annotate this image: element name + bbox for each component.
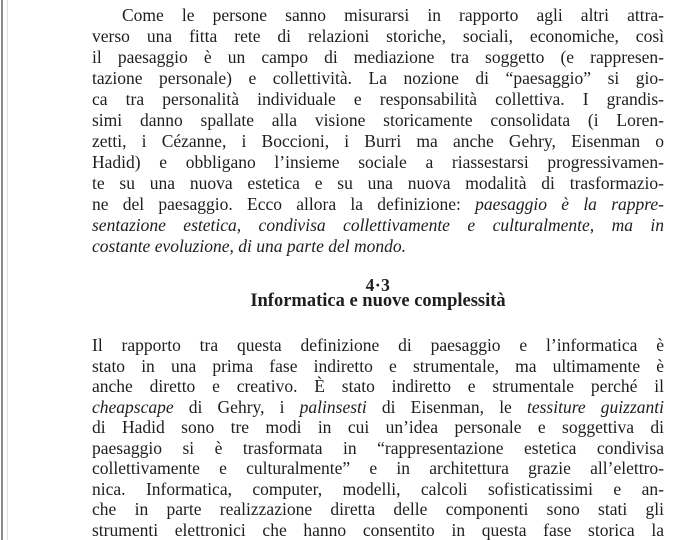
text-line [92, 131, 664, 152]
section-number: 4·3 [365, 275, 391, 295]
text-line [92, 458, 664, 479]
text-line [92, 236, 664, 257]
text-line [92, 5, 664, 26]
text-segment: Hadid) e obbligano l’insieme sociale a riassestarsi progressivamen- [92, 152, 664, 172]
text-segment: di Gehry, i [173, 396, 300, 417]
text-segment: ca tra personalità individuale e responsabilità collettiva. I grandis- [92, 89, 664, 109]
text-line [92, 356, 664, 377]
text-line [92, 397, 664, 418]
text-segment: nica. Informatica, computer, modelli, calcoli sofisticatissimi e an- [92, 478, 664, 499]
text-segment: che in parte realizzazione diretta delle componenti sono stati gli [92, 499, 664, 519]
text-line [92, 173, 664, 194]
italic-text-segment: palinsesti [299, 396, 367, 417]
text-line [92, 479, 664, 500]
page-left-border-light [7, 0, 8, 540]
italic-text-segment: paesaggio è la rappre- [475, 194, 665, 214]
paragraph-1 [92, 5, 664, 257]
page-left-border-dark [1, 0, 3, 540]
text-segment: Il rapporto tra questa definizione di paesaggio e l’informatica è [92, 335, 664, 355]
text-line [92, 499, 664, 520]
text-line [92, 335, 664, 356]
text-segment: stato in una prima fase indiretto e strumentale, ma ultimamente è [92, 355, 664, 376]
italic-text-segment: sentazione estetica, condivisa collettivamente e culturalmente, ma in [92, 215, 664, 235]
text-line [92, 520, 664, 540]
text-segment: il paesaggio è un campo di mediazione tra soggetto (e rappresen- [92, 47, 664, 67]
text-segment: Come le persone sanno misurarsi in rapporto agli altri attra- [122, 5, 664, 25]
text-line [92, 26, 664, 47]
text-segment: strumenti elettronici che hanno consentito in questa fase storica la [92, 519, 664, 540]
text-line [92, 110, 664, 131]
italic-text-segment: costante evoluzione, di una parte del mondo. [92, 236, 406, 256]
page-text-column [92, 5, 664, 540]
text-segment: tazione personale) e collettività. La nozione di “paesaggio” si gio- [92, 68, 664, 88]
text-line [92, 47, 664, 68]
text-segment: paesaggio si è trasformata in “rappresentazione estetica condivisa [92, 437, 664, 458]
text-segment: simi danno spallate alla visione storicamente consolidata (i Loren- [92, 110, 664, 130]
text-line [92, 152, 664, 173]
text-segment: ne del paesaggio. Ecco allora la definizione: [92, 194, 476, 214]
text-segment: verso una fitta rete di relazioni storiche, sociali, economiche, così [92, 26, 664, 46]
italic-text-segment: tessiture guizzanti [526, 396, 664, 417]
text-line [92, 215, 664, 236]
text-segment: te su una nuova estetica e su una nuova modalità di trasformazio- [92, 173, 664, 193]
text-segment: di Eisenman, le [366, 396, 527, 417]
text-line [92, 376, 664, 397]
text-segment: collettivamente e culturalmente” e in architettura grazie all’elettro- [92, 458, 664, 478]
paragraph-2 [92, 335, 664, 540]
text-line [92, 438, 664, 459]
text-line [92, 417, 664, 438]
italic-text-segment: cheapscape [92, 396, 174, 417]
section-title: Informatica e nuove complessità [250, 291, 506, 311]
text-segment: anche diretto e creativo. È stato indiretto e strumentale perché il [92, 376, 664, 396]
text-line [92, 194, 664, 215]
text-line [92, 89, 664, 110]
text-segment: zetti, i Cézanne, i Boccioni, i Burri ma anche Gehry, Eisenman o [92, 131, 664, 151]
text-line [92, 68, 664, 89]
text-segment: di Hadid sono tre modi in cui un’idea personale e soggettiva di [92, 417, 664, 437]
section-heading [92, 277, 664, 309]
